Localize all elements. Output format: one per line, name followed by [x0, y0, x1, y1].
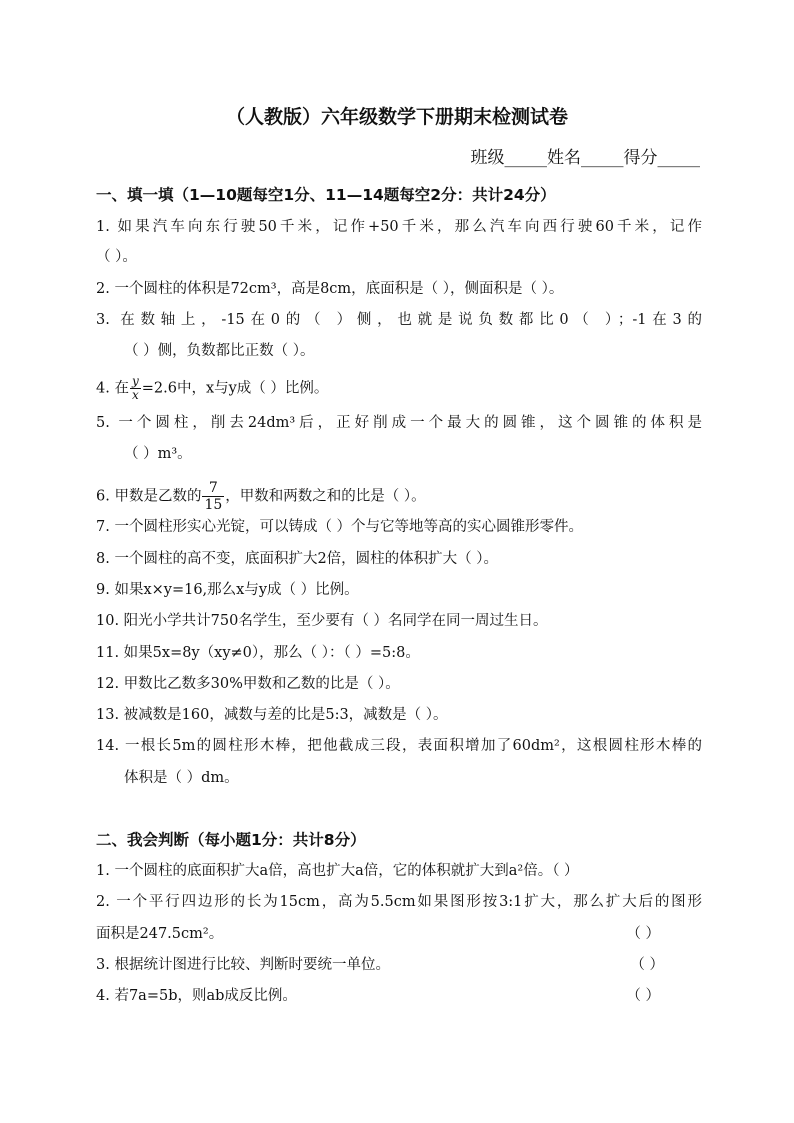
question-4-prefix: 4. 在 [96, 380, 129, 397]
page-title: （人教版）六年级数学下册期末检测试卷 [225, 106, 568, 128]
judgement-3-answer-paren: （ ） [630, 957, 664, 973]
judgement-4: 4. 若7a=5b，则ab成反比例。 [96, 988, 297, 1004]
judgement-1: 1. 一个圆柱的底面积扩大a倍，高也扩大a倍，它的体积就扩大到a²倍。（ ） [96, 863, 579, 879]
question-9: 9. 如果x×y=16,那么x与y成（ ）比例。 [96, 582, 359, 598]
judgement-2-line-1: 2. 一个平行四边形的长为15cm，高为5.5cm如果图形按3:1扩大，那么扩大后的图形 [96, 894, 702, 910]
section-heading-judgement: 二、我会判断（每小题1分：共计8分） [96, 831, 366, 849]
judgement-2-answer-paren: （ ） [626, 926, 660, 942]
fraction-numerator: 7 [202, 480, 224, 497]
question-5-line-1: 5. 一个圆柱，削去24dm³后，正好削成一个最大的圆锥，这个圆锥的体积是 [96, 415, 702, 431]
student-info-line: 班级_____姓名_____得分_____ [470, 148, 700, 168]
question-11: 11. 如果5x=8y（xy≠0），那么（ ）：（ ）=5:8。 [96, 645, 420, 661]
question-3-line-2: （ ）侧，负数都比正数（ ）。 [124, 343, 315, 359]
section-heading-fill-in: 一、填一填（1—10题每空1分、11—14题每空2分：共计24分） [96, 186, 556, 204]
question-12: 12. 甲数比乙数多30%甲数和乙数的比是（ ）。 [96, 676, 400, 692]
fraction-numerator: y [131, 374, 139, 388]
fraction-denominator: 15 [204, 497, 223, 513]
question-3-line-1: 3. 在数轴上，-15在0的（ ）侧，也就是说负数都比0（ ）；-1在3的 [96, 312, 702, 328]
question-4 [96, 375, 702, 402]
question-5-line-2: （ ）m³。 [124, 446, 192, 462]
fraction-7-over-15 [202, 480, 224, 513]
fraction-denominator: x [131, 388, 139, 402]
question-7: 7. 一个圆柱形实心光锭，可以铸成（ ）个与它等地等高的实心圆锥形零件。 [96, 519, 584, 535]
question-6-suffix: ，甲数和两数之和的比是（ ）。 [225, 488, 426, 505]
question-14-line-2: 体积是（ ）dm。 [124, 770, 239, 786]
question-8: 8. 一个圆柱的高不变，底面积扩大2倍，圆柱的体积扩大（ ）。 [96, 551, 499, 567]
question-6 [96, 480, 702, 513]
question-6-prefix: 6. 甲数是乙数的 [96, 488, 202, 505]
question-2: 2. 一个圆柱的体积是72cm³，高是8cm，底面积是（ ），侧面积是（ ）。 [96, 281, 564, 297]
question-1-line-1: 1. 如果汽车向东行驶50千米，记作+50千米，那么汽车向西行驶60千米，记作 [96, 219, 702, 235]
judgement-3: 3. 根据统计图进行比较、判断时要统一单位。 [96, 957, 390, 973]
question-1-line-2: （ ）。 [96, 249, 137, 265]
fraction-y-over-x [130, 375, 141, 402]
question-4-suffix: =2.6中，x与y成（ ）比例。 [141, 380, 329, 397]
question-10: 10. 阳光小学共计750名学生，至少要有（ ）名同学在同一周过生日。 [96, 613, 548, 629]
judgement-2-line-2: 面积是247.5cm²。 [96, 926, 224, 942]
judgement-4-answer-paren: （ ） [626, 988, 660, 1004]
question-14-line-1: 14. 一根长5m的圆柱形木棒，把他截成三段，表面积增加了60dm²，这根圆柱形木棒的 [96, 738, 702, 754]
question-13: 13. 被减数是160，减数与差的比是5:3，减数是（ ）。 [96, 707, 448, 723]
